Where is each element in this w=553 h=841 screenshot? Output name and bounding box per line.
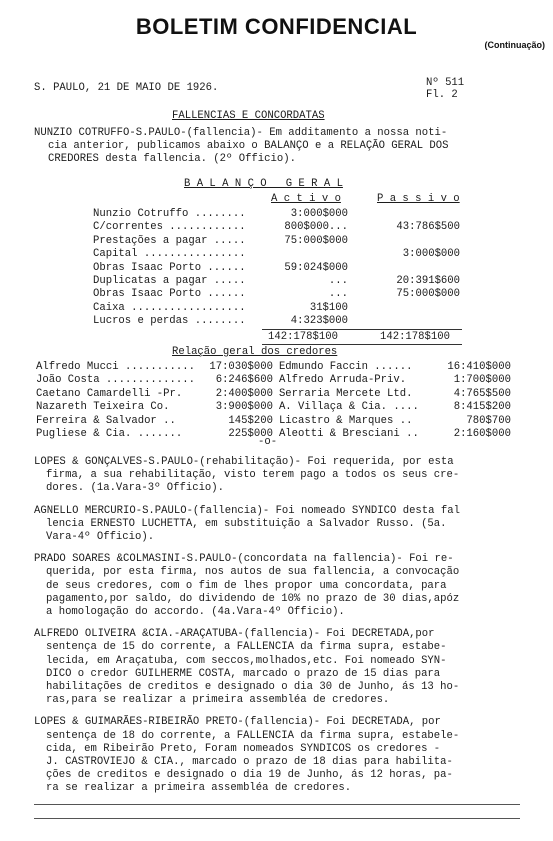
entry-heading-line: PRADO SOARES &COLMASINI-S.PAULO-(concordata na fallencia)- Foi re-: [34, 553, 454, 566]
balanco-passivo: [348, 235, 460, 248]
balanco-activo: 3:000$000: [290, 208, 348, 220]
entry-text-line: DICO o credor GUILHERME COSTA, marcado o prazo de 15 dias para: [46, 667, 441, 680]
entry-text-line: dores. (1a.Vara-3º Officio).: [46, 482, 225, 495]
entry-text-line: ções de creditos e designado o dia 19 de Junho, ás 12 horas, pa-: [46, 769, 453, 782]
credor-value-right: 2:160$000: [453, 428, 511, 441]
credor-value-left: 225$000: [228, 428, 273, 441]
credor-value-left: 2:400$000: [215, 387, 273, 400]
credor-name-right: Edmundo Faccin ......: [278, 361, 413, 373]
entry-text-line: lencia ERNESTO LUCHETTA, em substituição a Salvador Russo. (5a.: [46, 517, 447, 530]
balanco-activo: 31$100: [309, 301, 348, 314]
entry-heading-line: LOPES & GUIMARÃES-RIBEIRÃO PRETO-(fallencia)- Foi DECRETADA, por: [34, 716, 441, 729]
balanco-title: B A L A N Ç O G E R A L: [184, 178, 343, 190]
balanco-label: Obras Isaac Porto ......: [93, 261, 246, 274]
total-underline: [262, 344, 462, 345]
credor-name-right: Alfredo Arruda-Priv.: [278, 374, 407, 387]
balanco-passivo: [348, 302, 460, 315]
credor-name-right: Aleotti & Bresciani ..: [278, 428, 419, 441]
nunzio-line-2: cia anterior, publicamos abaixo o BALANÇO e a RELAÇÃO GERAL DOS: [48, 140, 449, 153]
balanco-passivo: [348, 315, 460, 328]
credor-value-right: 16:410$000: [447, 361, 511, 373]
entry-heading-line: AGNELLO MERCURIO-S.PAULO-(fallencia)- Foi nomeado SYNDICO desta fal: [34, 504, 460, 517]
credores-title: Relação geral dos credores: [172, 346, 338, 358]
passivo-header: P a s s i v o: [377, 193, 460, 205]
balanco-activo: 4:323$000: [290, 315, 348, 328]
credor-row: [36, 361, 511, 374]
entry-text-line: querida, por esta firma, nos autos de sua fallencia, a convocação: [46, 566, 460, 579]
balanco-activo: 75:000$000: [284, 234, 348, 247]
credor-value-right: 4:765$500: [453, 387, 511, 400]
footer-rule-2: [34, 818, 520, 819]
entry-text-line: J. CASTROVIEJO & CIA., marcado o prazo de 18 dias para habilita-: [46, 756, 453, 769]
balanco-passivo: [348, 208, 460, 221]
credor-value-right: 780$700: [466, 414, 511, 427]
entry-text-line: Vara-4º Officio).: [46, 531, 155, 544]
balanco-passivo: 43:786$500: [396, 221, 460, 234]
credor-name-left: Caetano Camardelli -Pr.: [36, 387, 183, 400]
balanco-activo: 800$000...: [284, 221, 348, 234]
credor-name-right: Serraria Mercete Ltd.: [278, 387, 413, 400]
entry-text-line: ras,para se realizar a primeira assembléa de credores.: [46, 694, 390, 707]
balanco-activo: ...: [328, 275, 348, 288]
nunzio-entry: [34, 127, 449, 167]
credor-value-left: 6:246$600: [215, 374, 273, 387]
credor-value-left: 3:900$000: [215, 401, 273, 414]
entry-text-line: firma, a sua rehabilitação, visto terem pago a todos os seus cre-: [46, 469, 460, 482]
balanco-passivo: 3:000$000: [402, 248, 460, 261]
entry-text-line: a homologação do accordo. (4a.Vara-4º Officio).: [46, 606, 345, 619]
balanco-row: [93, 235, 460, 248]
credor-row: [36, 388, 511, 401]
credor-row: [36, 374, 511, 387]
balanco-activo: [268, 248, 348, 261]
balanco-label: Caixa ..................: [93, 301, 246, 314]
nunzio-line-1: NUNZIO COTRUFFO-S.PAULO-(fallencia)- Em additamento a nossa noti-: [34, 127, 448, 139]
credor-name-left: Pugliese & Cia. .......: [36, 428, 183, 441]
balanco-row: [93, 221, 460, 234]
entry-block: [34, 553, 534, 619]
total-activo: 142:178$100: [268, 331, 338, 343]
entry-text-line: cida, em Ribeirão Preto, Foram nomeados SYNDICOS os credores -: [46, 742, 441, 755]
credor-name-right: Licastro & Marques ..: [278, 414, 413, 427]
balanco-table: [93, 208, 460, 329]
section-title: FALLENCIAS E CONCORDATAS: [172, 110, 325, 122]
footer-rule-1: [34, 804, 520, 805]
balanco-label: Prestações a pagar .....: [93, 234, 246, 247]
balanco-row: [93, 248, 460, 261]
entry-text-line: sentença de 18 do corrente, a FALLENCIA da firma supra, estabele-: [46, 729, 460, 742]
balanco-passivo: [348, 262, 460, 275]
balanco-activo: ...: [328, 288, 348, 301]
entry-heading-line: LOPES & GONÇALVES-S.PAULO-(rehabilitação)- Foi requerida, por esta: [34, 456, 454, 468]
balanco-activo: 59:024$000: [284, 261, 348, 274]
balanco-row: [93, 262, 460, 275]
entry-text-line: habilitações de creditos e designado o dia 30 de Junho, ás 13 ho-: [46, 681, 460, 694]
balanco-passivo: 20:391$600: [396, 275, 460, 288]
balanco-row: [93, 315, 460, 328]
sheet-number: Fl. 2: [426, 89, 458, 101]
credor-value-left: 17:030$000: [209, 361, 273, 373]
balanco-row: [93, 208, 460, 221]
activo-header: A c t i v o: [271, 193, 341, 205]
balanco-label: Duplicatas a pagar .....: [93, 275, 246, 288]
entry-block: [34, 628, 534, 707]
entry-block: [34, 716, 534, 795]
credor-row: [36, 415, 511, 428]
credor-name-right: A. Villaça & Cia. ....: [278, 401, 419, 414]
dateline: S. PAULO, 21 DE MAIO DE 1926.: [34, 82, 219, 94]
credor-name-left: Ferreira & Salvador ..: [36, 414, 176, 427]
bulletin-title: BOLETIM CONFIDENCIAL: [135, 14, 418, 39]
entry-block: [34, 505, 534, 545]
balanco-row: [93, 288, 460, 301]
credor-value-right: 1:700$000: [453, 374, 511, 387]
entry-text-line: lecida, em Araçatuba, com seccos,molhados,etc. Foi nomeado SYN-: [46, 654, 447, 667]
credor-name-left: Nazareth Teixeira Co.: [36, 401, 170, 414]
total-rule: [262, 329, 462, 330]
balanco-label: Obras Isaac Porto ......: [93, 288, 246, 301]
balanco-row: [93, 275, 460, 288]
balanco-label: Nunzio Cotruffo ........: [93, 208, 246, 220]
entry-heading-line: ALFREDO OLIVEIRA &CIA.-ARAÇATUBA-(fallencia)- Foi DECRETADA,por: [34, 628, 435, 641]
credor-value-left: 145$200: [228, 414, 273, 427]
balanco-label: C/correntes ............: [93, 221, 246, 234]
credor-value-right: 8:415$200: [453, 401, 511, 414]
entries-list: [34, 456, 534, 796]
separator: -o-: [258, 436, 278, 448]
balanco-passivo: 75:000$000: [396, 288, 460, 301]
balanco-label: Lucros e perdas ........: [93, 315, 246, 328]
entry-text-line: pagamento,por saldo, do dividendo de 10% no prazo de 30 dias,apóz: [46, 592, 460, 605]
entry-text-line: de seus credores, com o fim de lhes propor uma concordata, para: [46, 579, 447, 592]
credor-name-left: Alfredo Mucci ...........: [36, 361, 195, 373]
bulletin-number: Nº 511: [426, 77, 465, 89]
total-passivo: 142:178$100: [380, 331, 450, 343]
continuation-label: (Continuação): [484, 40, 545, 50]
nunzio-line-3: CREDORES desta fallencia. (2º Officio).: [48, 153, 296, 166]
entry-text-line: ra se realizar a primeira assembléa de credores.: [46, 782, 352, 795]
balanco-row: [93, 302, 460, 315]
balanco-label: Capital ................: [93, 248, 246, 261]
credores-table: [36, 361, 511, 441]
credor-row: [36, 401, 511, 414]
entry-block: [34, 456, 534, 496]
credor-name-left: João Costa ..............: [36, 374, 195, 387]
entry-text-line: sentença de 15 do corrente, a FALLENCIA da firma supra, estabe-: [46, 641, 447, 654]
